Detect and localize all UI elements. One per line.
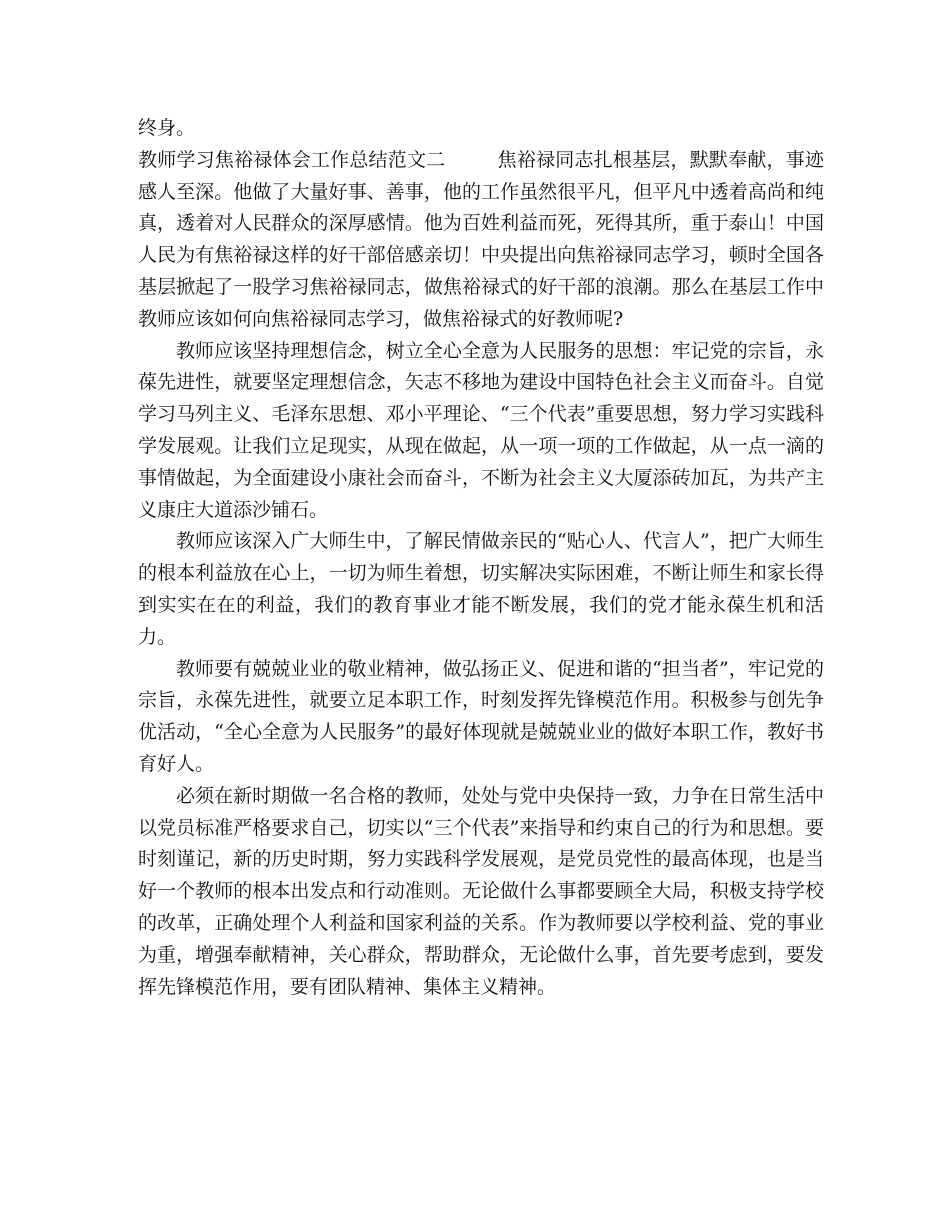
document-page <box>138 113 824 1003</box>
intro-text: 焦裕禄同志扎根基层，默默奉献，事迹感人至深。他做了大量好事、善事，他的工作虽然很平凡，但平凡中透着高尚和纯真，透着对人民群众的深厚感情。他为百姓利益而死，死得其所，重于泰山！中国人民为有焦裕禄这样的好干部倍感亲切！中央提出向焦裕禄同志学习，顿时全国各基层掀起了一股学习焦裕禄同志，做焦裕禄式的好干部的浪潮。那么在基层工作中教师应该如何向焦裕禄同志学习，做焦裕禄式的好教师呢? <box>138 148 824 330</box>
intro-paragraph <box>138 145 824 336</box>
body-paragraph-1: 教师应该坚持理想信念，树立全心全意为人民服务的思想：牢记党的宗旨，永葆先进性，就要坚定理想信念，矢志不移地为建设中国特色社会主义而奋斗。自觉学习马列主义、毛泽东思想、邓小平理论、“三个代表”重要思想，努力学习实践科学发展观。让我们立足现实，从现在做起，从一项一项的工作做起，从一点一滴的事情做起，为全面建设小康社会而奋斗，不断为社会主义大厦添砖加瓦，为共产主义康庄大道添沙铺石。 <box>138 339 824 521</box>
lead-line: 终身。 <box>138 117 196 139</box>
body-paragraph-3: 教师要有兢兢业业的敬业精神，做弘扬正义、促进和谐的“担当者”，牢记党的宗旨，永葆先进性，就要立足本职工作，时刻发挥先锋模范作用。积极参与创先争优活动，“全心全意为人民服务”的最好体现就是兢兢业业的做好本职工作，教好书育好人。 <box>138 657 824 775</box>
body-paragraph-4: 必须在新时期做一名合格的教师，处处与党中央保持一致，力争在日常生活中以党员标准严格要求自己，切实以“三个代表”来指导和约束自己的行为和思想。要时刻谨记，新的历史时期，努力实践科学发展观，是党员党性的最高体现，也是当好一个教师的根本出发点和行动准则。无论做什么事都要顾全大局，积极支持学校的改革，正确处理个人利益和国家利益的关系。作为教师要以学校利益、党的事业为重，增强奉献精神，关心群众，帮助群众，无论做什么事，首先要考虑到，要发挥先锋模范作用，要有团队精神、集体主义精神。 <box>138 784 824 998</box>
section-title: 教师学习焦裕禄体会工作总结范文二 <box>138 148 446 171</box>
body-paragraph-2: 教师应该深入广大师生中，了解民情做亲民的“贴心人、代言人”，把广大师生的根本利益放在心上，一切为师生着想，切实解决实际困难，不断让师生和家长得到实实在在的利益，我们的教育事业才能不断发展，我们的党才能永葆生机和活力。 <box>138 530 824 648</box>
